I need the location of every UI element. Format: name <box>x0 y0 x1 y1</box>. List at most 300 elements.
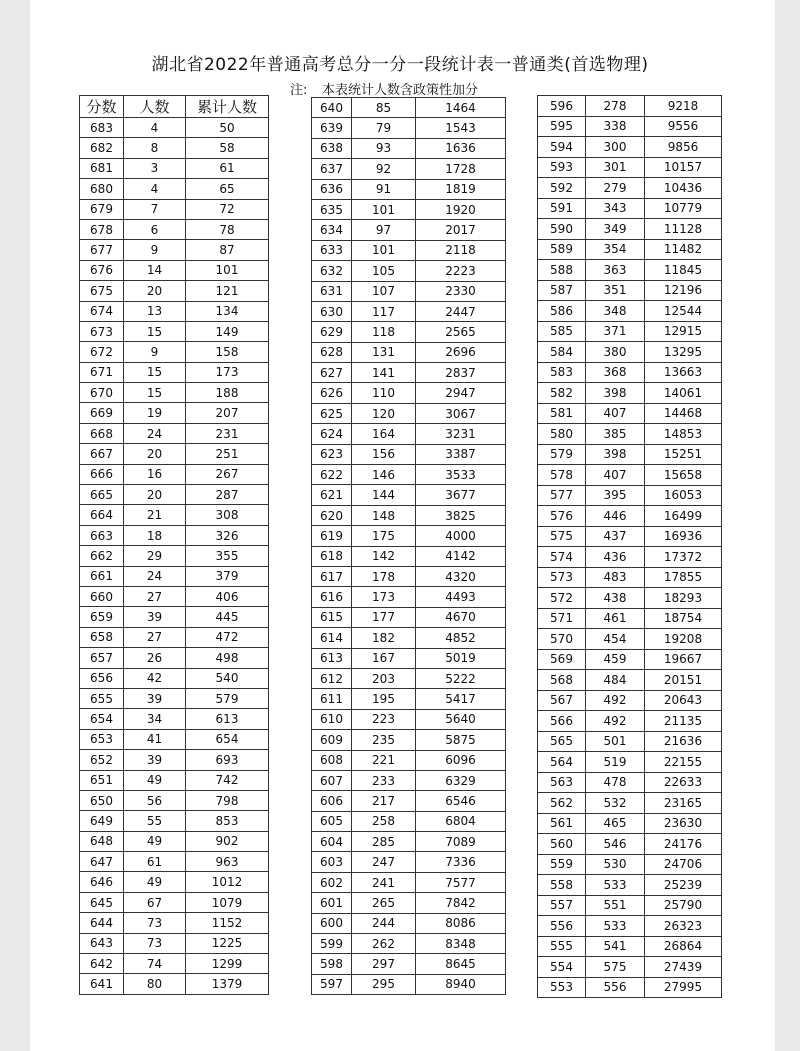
count-cell: 203 <box>352 668 416 688</box>
count-cell: 8 <box>124 138 186 158</box>
count-cell: 19 <box>124 403 186 423</box>
score-cell: 578 <box>538 465 586 486</box>
score-cell: 667 <box>80 444 124 464</box>
table-row <box>312 240 506 260</box>
count-cell: 21 <box>124 505 186 525</box>
cumulative-cell: 1379 <box>186 974 269 994</box>
cumulative-cell: 7089 <box>416 832 506 852</box>
cumulative-cell: 2017 <box>416 220 506 240</box>
score-cell: 575 <box>538 526 586 547</box>
count-cell: 300 <box>586 137 645 158</box>
cumulative-cell: 445 <box>186 607 269 627</box>
cumulative-cell: 121 <box>186 281 269 301</box>
cumulative-cell: 5640 <box>416 709 506 729</box>
cumulative-cell: 23630 <box>645 813 722 834</box>
score-cell: 650 <box>80 790 124 810</box>
cumulative-cell: 24176 <box>645 834 722 855</box>
score-cell: 628 <box>312 342 352 362</box>
table-row <box>80 383 269 403</box>
cumulative-cell: 613 <box>186 709 269 729</box>
cumulative-cell: 693 <box>186 750 269 770</box>
count-cell: 117 <box>352 301 416 321</box>
score-cell: 599 <box>312 934 352 954</box>
score-cell: 570 <box>538 629 586 650</box>
score-cell: 587 <box>538 280 586 301</box>
cumulative-cell: 5417 <box>416 689 506 709</box>
table-row <box>80 158 269 178</box>
count-cell: 533 <box>586 916 645 937</box>
cumulative-cell: 19208 <box>645 629 722 650</box>
cumulative-cell: 19667 <box>645 649 722 670</box>
score-cell: 674 <box>80 301 124 321</box>
score-cell: 598 <box>312 954 352 974</box>
table-row <box>80 811 269 831</box>
count-cell: 120 <box>352 403 416 423</box>
count-cell: 532 <box>586 793 645 814</box>
count-cell: 42 <box>124 668 186 688</box>
score-cell: 591 <box>538 198 586 219</box>
score-cell: 606 <box>312 791 352 811</box>
header-score: 分数 <box>80 96 124 118</box>
score-cell: 611 <box>312 689 352 709</box>
cumulative-cell: 798 <box>186 790 269 810</box>
table-row <box>538 813 722 834</box>
cumulative-cell: 742 <box>186 770 269 790</box>
score-cell: 660 <box>80 586 124 606</box>
note-label: 注: <box>290 83 308 98</box>
table-row <box>80 464 269 484</box>
cumulative-cell: 6329 <box>416 770 506 790</box>
score-cell: 644 <box>80 913 124 933</box>
score-cell: 614 <box>312 628 352 648</box>
cumulative-cell: 6546 <box>416 791 506 811</box>
cumulative-cell: 149 <box>186 321 269 341</box>
table-row <box>538 834 722 855</box>
table-row <box>80 852 269 872</box>
count-cell: 9 <box>124 240 186 260</box>
count-cell: 55 <box>124 811 186 831</box>
score-cell: 595 <box>538 116 586 137</box>
cumulative-cell: 12544 <box>645 301 722 322</box>
score-cell: 682 <box>80 138 124 158</box>
table-row <box>312 832 506 852</box>
count-cell: 351 <box>586 280 645 301</box>
table-row <box>312 98 506 118</box>
score-cell: 612 <box>312 668 352 688</box>
cumulative-cell: 27439 <box>645 957 722 978</box>
table-row <box>538 219 722 240</box>
cumulative-cell: 13663 <box>645 362 722 383</box>
score-cell: 673 <box>80 321 124 341</box>
count-cell: 27 <box>124 627 186 647</box>
count-cell: 16 <box>124 464 186 484</box>
score-cell: 666 <box>80 464 124 484</box>
table-row <box>80 648 269 668</box>
score-cell: 561 <box>538 813 586 834</box>
score-cell: 579 <box>538 444 586 465</box>
count-cell: 4 <box>124 118 186 138</box>
table-row <box>312 363 506 383</box>
table-row <box>538 362 722 383</box>
score-cell: 669 <box>80 403 124 423</box>
score-cell: 638 <box>312 138 352 158</box>
score-cell: 580 <box>538 424 586 445</box>
count-cell: 233 <box>352 770 416 790</box>
table-row <box>80 485 269 505</box>
score-cell: 568 <box>538 670 586 691</box>
cumulative-cell: 20151 <box>645 670 722 691</box>
count-cell: 107 <box>352 281 416 301</box>
count-cell: 20 <box>124 485 186 505</box>
count-cell: 61 <box>124 852 186 872</box>
cumulative-cell: 3387 <box>416 444 506 464</box>
table-row <box>80 709 269 729</box>
count-cell: 18 <box>124 525 186 545</box>
cumulative-cell: 14853 <box>645 424 722 445</box>
cumulative-cell: 12915 <box>645 321 722 342</box>
cumulative-cell: 207 <box>186 403 269 423</box>
score-cell: 629 <box>312 322 352 342</box>
table-row <box>312 465 506 485</box>
table-row <box>80 260 269 280</box>
score-cell: 630 <box>312 301 352 321</box>
count-cell: 101 <box>352 240 416 260</box>
cumulative-cell: 251 <box>186 444 269 464</box>
cumulative-cell: 1920 <box>416 199 506 219</box>
count-cell: 29 <box>124 546 186 566</box>
score-table-1 <box>79 95 269 995</box>
table-row <box>80 872 269 892</box>
score-cell: 618 <box>312 546 352 566</box>
count-cell: 363 <box>586 260 645 281</box>
table-row <box>538 424 722 445</box>
cumulative-cell: 158 <box>186 342 269 362</box>
count-cell: 478 <box>586 772 645 793</box>
score-cell: 603 <box>312 852 352 872</box>
score-cell: 632 <box>312 261 352 281</box>
score-cell: 608 <box>312 750 352 770</box>
cumulative-cell: 26864 <box>645 936 722 957</box>
count-cell: 73 <box>124 933 186 953</box>
count-cell: 3 <box>124 158 186 178</box>
count-cell: 93 <box>352 138 416 158</box>
table-row <box>312 546 506 566</box>
count-cell: 195 <box>352 689 416 709</box>
count-cell: 141 <box>352 363 416 383</box>
cumulative-cell: 4000 <box>416 526 506 546</box>
cumulative-cell: 1819 <box>416 179 506 199</box>
count-cell: 530 <box>586 854 645 875</box>
table-row <box>538 465 722 486</box>
table-row <box>312 730 506 750</box>
score-cell: 604 <box>312 832 352 852</box>
cumulative-cell: 16053 <box>645 485 722 506</box>
count-cell: 39 <box>124 688 186 708</box>
cumulative-cell: 25239 <box>645 875 722 896</box>
table-row <box>312 791 506 811</box>
cumulative-cell: 267 <box>186 464 269 484</box>
table-row <box>80 607 269 627</box>
cumulative-cell: 6804 <box>416 811 506 831</box>
score-cell: 622 <box>312 465 352 485</box>
count-cell: 354 <box>586 239 645 260</box>
cumulative-cell: 188 <box>186 383 269 403</box>
count-cell: 349 <box>586 219 645 240</box>
cumulative-cell: 963 <box>186 852 269 872</box>
score-cell: 646 <box>80 872 124 892</box>
cumulative-cell: 3825 <box>416 505 506 525</box>
count-cell: 85 <box>352 98 416 118</box>
score-cell: 635 <box>312 199 352 219</box>
count-cell: 13 <box>124 301 186 321</box>
table-row <box>80 423 269 443</box>
count-cell: 39 <box>124 750 186 770</box>
count-cell: 148 <box>352 505 416 525</box>
score-cell: 633 <box>312 240 352 260</box>
count-cell: 297 <box>352 954 416 974</box>
count-cell: 262 <box>352 934 416 954</box>
table-row <box>80 566 269 586</box>
cumulative-cell: 8645 <box>416 954 506 974</box>
count-cell: 459 <box>586 649 645 670</box>
table-row <box>312 485 506 505</box>
cumulative-cell: 3231 <box>416 424 506 444</box>
score-cell: 560 <box>538 834 586 855</box>
score-cell: 571 <box>538 608 586 629</box>
score-cell: 651 <box>80 770 124 790</box>
table-row <box>80 301 269 321</box>
table-row <box>538 321 722 342</box>
count-cell: 178 <box>352 566 416 586</box>
table-row <box>538 506 722 527</box>
count-cell: 182 <box>352 628 416 648</box>
table-row <box>538 198 722 219</box>
score-cell: 615 <box>312 607 352 627</box>
score-cell: 556 <box>538 916 586 937</box>
table-row <box>80 729 269 749</box>
score-cell: 645 <box>80 892 124 912</box>
count-cell: 6 <box>124 219 186 239</box>
score-cell: 634 <box>312 220 352 240</box>
count-cell: 371 <box>586 321 645 342</box>
table-row <box>80 913 269 933</box>
count-cell: 156 <box>352 444 416 464</box>
cumulative-cell: 5019 <box>416 648 506 668</box>
score-cell: 592 <box>538 178 586 199</box>
count-cell: 461 <box>586 608 645 629</box>
table-row <box>80 770 269 790</box>
table-row <box>312 668 506 688</box>
table-row <box>538 772 722 793</box>
table-row <box>538 731 722 752</box>
count-cell: 49 <box>124 831 186 851</box>
score-cell: 574 <box>538 547 586 568</box>
score-cell: 654 <box>80 709 124 729</box>
score-cell: 585 <box>538 321 586 342</box>
table-row <box>312 872 506 892</box>
cumulative-cell: 4493 <box>416 587 506 607</box>
score-cell: 620 <box>312 505 352 525</box>
table-row <box>80 525 269 545</box>
score-cell: 648 <box>80 831 124 851</box>
count-cell: 4 <box>124 179 186 199</box>
cumulative-cell: 17855 <box>645 567 722 588</box>
table-row <box>538 239 722 260</box>
cumulative-cell: 1299 <box>186 954 269 974</box>
cumulative-cell: 11845 <box>645 260 722 281</box>
table-row <box>538 547 722 568</box>
cumulative-cell: 287 <box>186 485 269 505</box>
score-cell: 602 <box>312 872 352 892</box>
cumulative-cell: 654 <box>186 729 269 749</box>
score-cell: 610 <box>312 709 352 729</box>
table-row <box>538 690 722 711</box>
table-row <box>312 199 506 219</box>
cumulative-cell: 25790 <box>645 895 722 916</box>
score-cell: 577 <box>538 485 586 506</box>
score-cell: 671 <box>80 362 124 382</box>
score-cell: 588 <box>538 260 586 281</box>
score-cell: 555 <box>538 936 586 957</box>
header-row <box>80 96 269 118</box>
table-row <box>538 280 722 301</box>
count-cell: 80 <box>124 974 186 994</box>
table-row <box>312 138 506 158</box>
count-cell: 407 <box>586 465 645 486</box>
table-row <box>312 709 506 729</box>
score-cell: 639 <box>312 118 352 138</box>
score-cell: 558 <box>538 875 586 896</box>
table-row <box>538 916 722 937</box>
table-row <box>538 957 722 978</box>
table-row <box>312 628 506 648</box>
score-cell: 589 <box>538 239 586 260</box>
table-row <box>80 790 269 810</box>
score-cell: 617 <box>312 566 352 586</box>
cumulative-cell: 7577 <box>416 872 506 892</box>
table-row <box>80 933 269 953</box>
cumulative-cell: 2330 <box>416 281 506 301</box>
table-row <box>538 301 722 322</box>
cumulative-cell: 22155 <box>645 752 722 773</box>
cumulative-cell: 78 <box>186 219 269 239</box>
cumulative-cell: 15658 <box>645 465 722 486</box>
count-cell: 348 <box>586 301 645 322</box>
score-cell: 621 <box>312 485 352 505</box>
cumulative-cell: 2223 <box>416 261 506 281</box>
table-row <box>312 566 506 586</box>
count-cell: 74 <box>124 954 186 974</box>
cumulative-cell: 5222 <box>416 668 506 688</box>
score-cell: 623 <box>312 444 352 464</box>
cumulative-cell: 1225 <box>186 933 269 953</box>
count-cell: 546 <box>586 834 645 855</box>
table-row <box>538 670 722 691</box>
cumulative-cell: 1464 <box>416 98 506 118</box>
table-row <box>80 688 269 708</box>
cumulative-cell: 101 <box>186 260 269 280</box>
count-cell: 247 <box>352 852 416 872</box>
score-cell: 662 <box>80 546 124 566</box>
count-cell: 541 <box>586 936 645 957</box>
note <box>290 79 478 98</box>
score-cell: 562 <box>538 793 586 814</box>
table-row <box>538 116 722 137</box>
count-cell: 258 <box>352 811 416 831</box>
table-row <box>80 954 269 974</box>
cumulative-cell: 498 <box>186 648 269 668</box>
cumulative-cell: 17372 <box>645 547 722 568</box>
score-cell: 605 <box>312 811 352 831</box>
count-cell: 278 <box>586 96 645 117</box>
count-cell: 9 <box>124 342 186 362</box>
table-row <box>538 608 722 629</box>
count-cell: 437 <box>586 526 645 547</box>
table-row <box>312 424 506 444</box>
count-cell: 146 <box>352 465 416 485</box>
cumulative-cell: 4670 <box>416 607 506 627</box>
count-cell: 285 <box>352 832 416 852</box>
table-row <box>312 261 506 281</box>
table-row <box>538 977 722 998</box>
table-row <box>538 157 722 178</box>
score-cell: 675 <box>80 281 124 301</box>
table-row <box>312 342 506 362</box>
cumulative-cell: 18293 <box>645 588 722 609</box>
header-count: 人数 <box>124 96 186 118</box>
cumulative-cell: 27995 <box>645 977 722 998</box>
table-body-1 <box>80 118 269 995</box>
cumulative-cell: 355 <box>186 546 269 566</box>
score-cell: 586 <box>538 301 586 322</box>
count-cell: 20 <box>124 281 186 301</box>
cumulative-cell: 16936 <box>645 526 722 547</box>
count-cell: 97 <box>352 220 416 240</box>
score-cell: 664 <box>80 505 124 525</box>
cumulative-cell: 1543 <box>416 118 506 138</box>
count-cell: 244 <box>352 913 416 933</box>
score-table-2 <box>311 97 506 995</box>
cumulative-cell: 10779 <box>645 198 722 219</box>
count-cell: 380 <box>586 342 645 363</box>
score-cell: 607 <box>312 770 352 790</box>
count-cell: 492 <box>586 711 645 732</box>
score-cell: 670 <box>80 383 124 403</box>
cumulative-cell: 10436 <box>645 178 722 199</box>
table-row <box>80 281 269 301</box>
table-row <box>312 322 506 342</box>
cumulative-cell: 10157 <box>645 157 722 178</box>
count-cell: 142 <box>352 546 416 566</box>
cumulative-cell: 308 <box>186 505 269 525</box>
score-cell: 584 <box>538 342 586 363</box>
count-cell: 223 <box>352 709 416 729</box>
score-cell: 640 <box>312 98 352 118</box>
score-cell: 656 <box>80 668 124 688</box>
cumulative-cell: 1636 <box>416 138 506 158</box>
cumulative-cell: 1012 <box>186 872 269 892</box>
table-row <box>80 627 269 647</box>
score-cell: 679 <box>80 199 124 219</box>
count-cell: 241 <box>352 872 416 892</box>
table-row <box>312 648 506 668</box>
cumulative-cell: 26323 <box>645 916 722 937</box>
count-cell: 533 <box>586 875 645 896</box>
score-cell: 678 <box>80 219 124 239</box>
table-row <box>538 485 722 506</box>
score-cell: 600 <box>312 913 352 933</box>
score-cell: 655 <box>80 688 124 708</box>
